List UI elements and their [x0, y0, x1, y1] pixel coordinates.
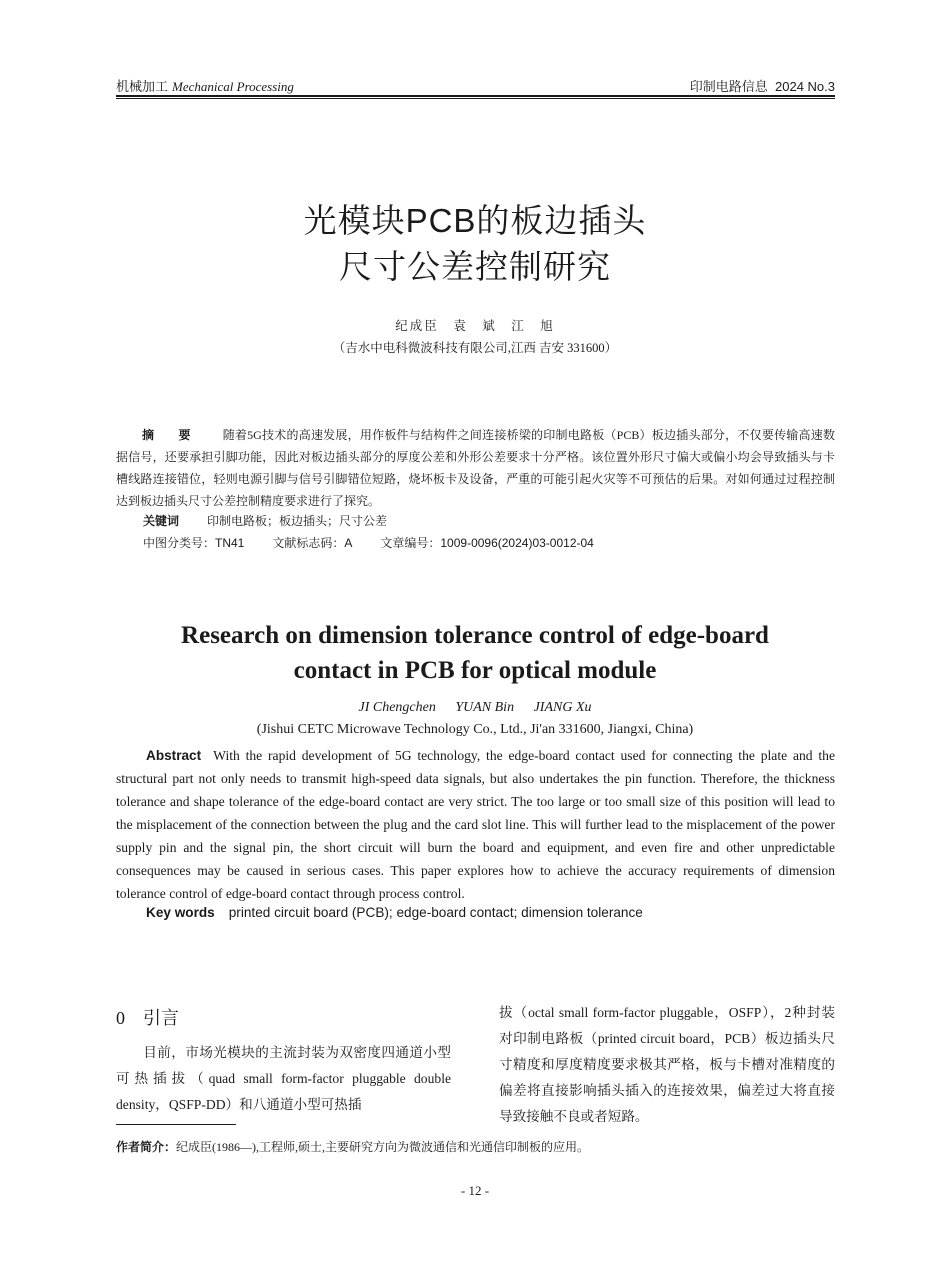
author-en-3: JIANG Xu: [533, 700, 592, 715]
authors-en: [0, 700, 950, 716]
classification-line: [143, 534, 594, 551]
abstract-cn-text: 随着5G技术的高速发展，用作板件与结构件之间连接桥梁的印制电路板（PCB）板边插头部分，不仅要传输高速数据信号，还要承担引脚功能，因此对板边插头部分的厚度公差和外形公差要求十分严格。该位置外形尺寸偏大或偏小均会导致插头与卡槽线路连接错位，轻则电源引脚与信号引脚错位短路，烧坏板卡及设备，严重的可能引起火灾等不可预估的后果。对如何通过过程控制达到板边插头尺寸公差控制精度要求进行了探究。: [116, 428, 835, 508]
intro-paragraph-left: 目前，市场光模块的主流封装为双密度四通道小型可热插拔（quad small form-factor pluggable double density，QSFP-DD）和八通道小型可热插: [116, 1045, 451, 1112]
abstract-en-label: Abstract: [146, 748, 202, 763]
abstract-en: [116, 744, 835, 905]
title-cn-line1: 光模块PCB的板边插头: [303, 202, 647, 239]
affiliation-cn: （吉水中电科微波科技有限公司,江西 吉安 331600）: [332, 341, 618, 355]
title-en-line2: contact in PCB for optical module: [293, 657, 657, 684]
header-section-cn: 机械加工: [116, 79, 169, 94]
intro-paragraph-right: 拔（octal small form-factor pluggable，OSFP），2种封装对印制电路板（printed circuit board，PCB）板边插头尺寸精度和厚度精度要求极其严格，板与卡槽对准精度的偏差将直接影响插头插入的连接效果，偏差过大将直接导致接触不良或者短路。: [499, 1005, 835, 1124]
section-title: 引言: [143, 1008, 179, 1028]
authors-cn: 纪成臣 袁 斌 江 旭: [395, 319, 555, 333]
footnote-label: 作者简介：: [116, 1140, 177, 1154]
keywords-en-text: printed circuit board (PCB); edge-board contact; dimension tolerance: [228, 905, 643, 920]
abstract-en-text: With the rapid development of 5G technology, the edge-board contact used for connecting the plate and the structural part not only needs to transmit high-speed data signals, but also undertakes the pin function. Therefore, the thickness tolerance and shape tolerance of the edge-board contact are very strict. The too large or too small size of this position will lead to the misplacement of the connection between the plug and the card slot line. This will further lead to the misplacement of the power supply pin and the signal pin, the short circuit will burn the board and equipment, and even fire and other unpredictable consequences may be caused in serious cases. This paper explores how to achieve the accuracy requirements of dimension tolerance control of edge-board contact through process control.: [116, 748, 835, 901]
title-cn-line2: 尺寸公差控制研究: [339, 248, 611, 285]
keywords-cn: [143, 512, 387, 529]
header-journal-section: [116, 76, 294, 95]
page-number: - 12 -: [460, 1183, 490, 1198]
section-heading: [116, 1004, 179, 1030]
keywords-en: [146, 905, 643, 920]
keywords-en-label: Key words: [146, 905, 215, 920]
affiliation-en: (Jishui CETC Microwave Technology Co., Ltd., Ji'an 331600, Jiangxi, China): [256, 722, 694, 737]
article-number: 文章编号：1009-0096(2024)03-0012-04: [380, 536, 594, 550]
body-column-left: [116, 1040, 451, 1118]
footnote-rule: [116, 1124, 236, 1125]
abstract-cn: [116, 424, 835, 512]
body-column-right: [499, 1000, 835, 1130]
header-section-en: Mechanical Processing: [172, 79, 294, 94]
header-rule-thin: [116, 98, 835, 99]
header-rule-thick: [116, 95, 835, 97]
document-code: 文献标志码：A: [272, 536, 353, 550]
author-en-1: JI Chengchen: [358, 700, 436, 715]
keywords-cn-label: 关键词: [143, 514, 180, 528]
running-header: [116, 76, 835, 96]
section-number: 0: [116, 1008, 125, 1028]
keywords-cn-text: 印制电路板；板边插头；尺寸公差: [207, 514, 388, 528]
header-journal-issue: 印制电路信息 2024 No.3: [689, 79, 835, 94]
author-en-2: YUAN Bin: [455, 700, 515, 715]
title-en-line1: Research on dimension tolerance control of edge-board: [181, 622, 769, 649]
footnote-text: 纪成臣(1986—),工程师,硕士,主要研究方向为微波通信和光通信印制板的应用。: [176, 1140, 590, 1154]
author-footnote: [116, 1138, 589, 1155]
clc-number: 中图分类号：TN41: [143, 536, 245, 550]
paper-title-en: [0, 618, 950, 688]
paper-title-cn: [0, 198, 950, 290]
abstract-cn-label: 摘 要: [142, 428, 197, 442]
